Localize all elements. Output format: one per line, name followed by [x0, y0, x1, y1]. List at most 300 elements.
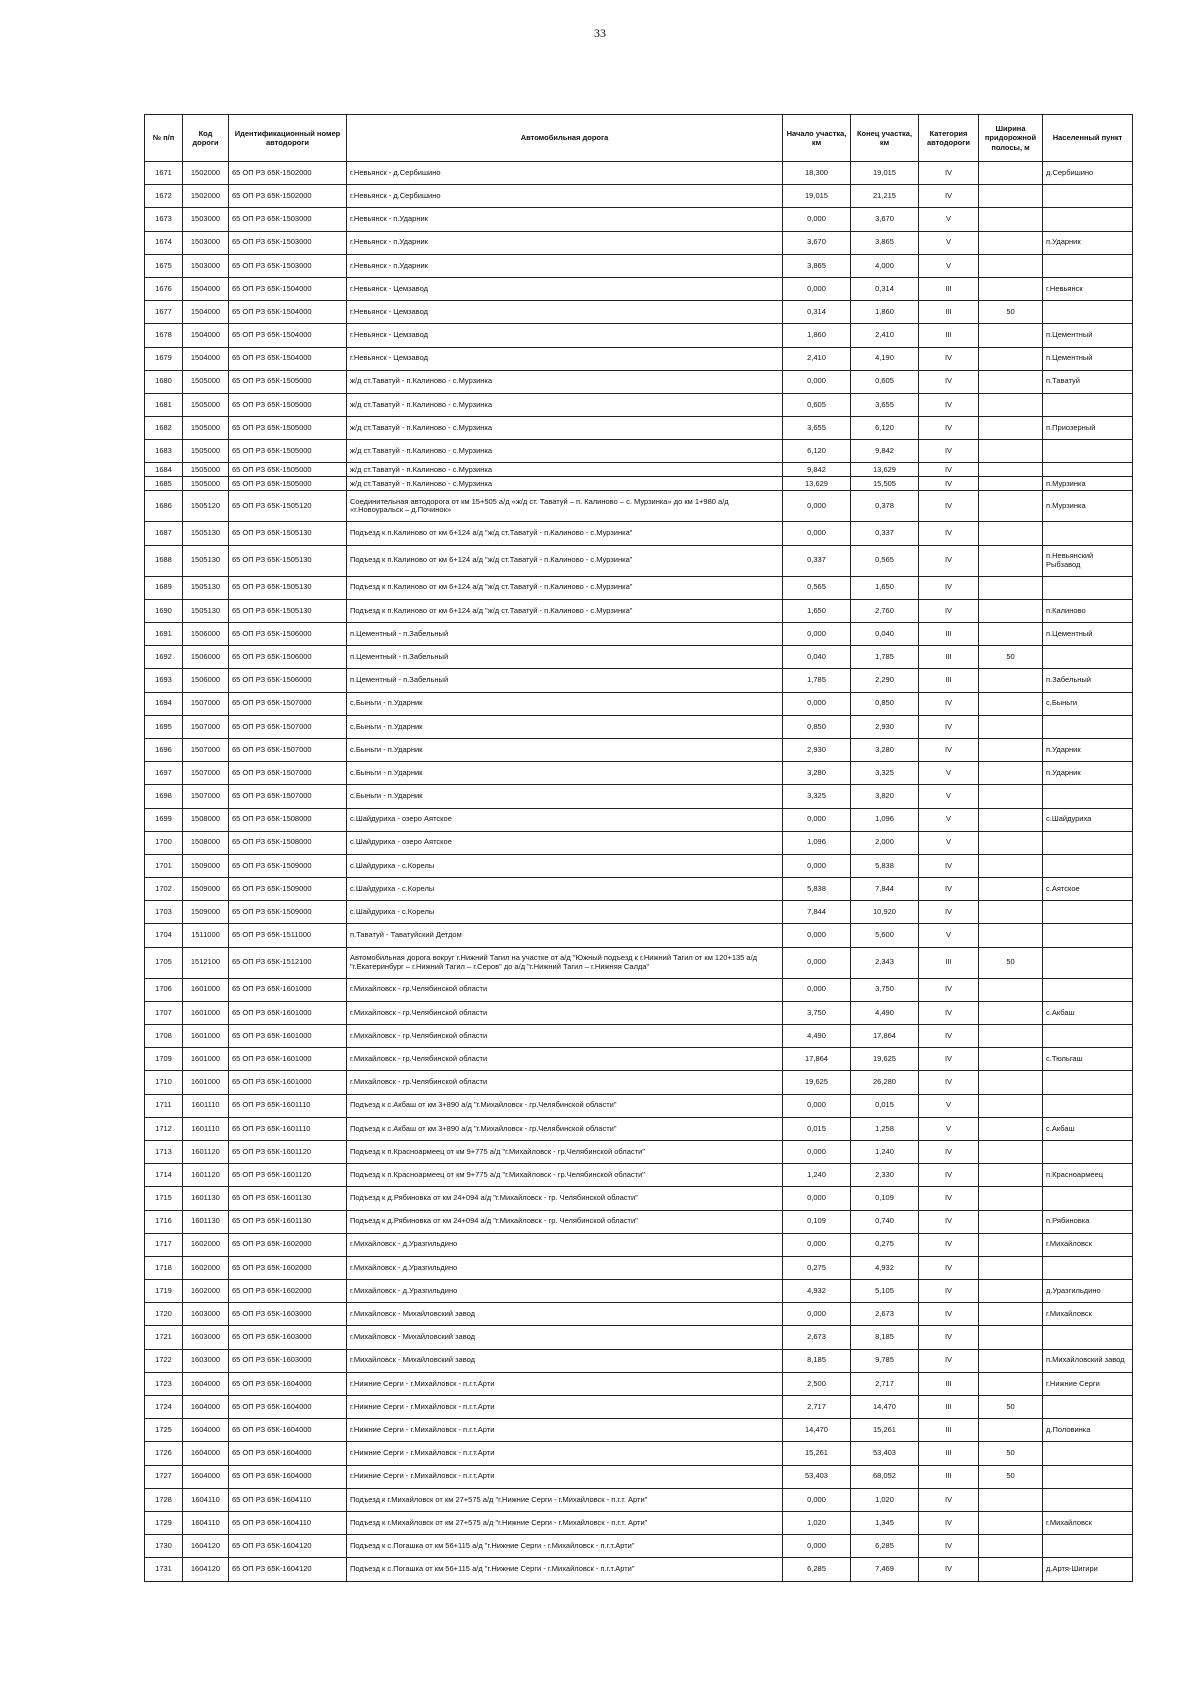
- cell-road-name: п.Цементный - п.Забельный: [347, 646, 783, 669]
- table-row: [145, 576, 1133, 599]
- table-row: [145, 1140, 1133, 1163]
- cell-category: IV: [919, 854, 979, 877]
- cell-end-km: 0,314: [851, 277, 919, 300]
- cell-start-km: 0,000: [783, 370, 851, 393]
- cell-identifier: 65 ОП РЗ 65К-1601120: [229, 1140, 347, 1163]
- cell-category: IV: [919, 978, 979, 1001]
- cell-start-km: 15,261: [783, 1442, 851, 1465]
- cell-settlement: [1043, 522, 1133, 545]
- cell-number: 1708: [145, 1025, 183, 1048]
- cell-end-km: 3,670: [851, 208, 919, 231]
- header-road-code: Код дороги: [183, 115, 229, 162]
- cell-number: 1682: [145, 417, 183, 440]
- cell-start-km: 0,000: [783, 978, 851, 1001]
- cell-start-km: 0,000: [783, 1535, 851, 1558]
- table-row: [145, 162, 1133, 185]
- cell-settlement: п.Невьянский Рыбзавод: [1043, 545, 1133, 576]
- cell-end-km: 3,750: [851, 978, 919, 1001]
- cell-road-code: 1509000: [183, 901, 229, 924]
- cell-identifier: 65 ОП РЗ 65К-1601130: [229, 1187, 347, 1210]
- cell-strip-width: [979, 463, 1043, 477]
- cell-end-km: 6,120: [851, 417, 919, 440]
- cell-end-km: 2,410: [851, 324, 919, 347]
- cell-start-km: 0,000: [783, 1187, 851, 1210]
- cell-settlement: с.Акбаш: [1043, 1001, 1133, 1024]
- cell-settlement: [1043, 1396, 1133, 1419]
- cell-start-km: 1,650: [783, 599, 851, 622]
- table-row: [145, 1001, 1133, 1024]
- cell-road-code: 1604000: [183, 1372, 229, 1395]
- cell-settlement: [1043, 924, 1133, 947]
- cell-road-code: 1507000: [183, 738, 229, 761]
- cell-number: 1721: [145, 1326, 183, 1349]
- cell-end-km: 0,040: [851, 623, 919, 646]
- cell-settlement: [1043, 1187, 1133, 1210]
- cell-category: IV: [919, 1210, 979, 1233]
- cell-road-name: г.Невьянск - д.Сербишино: [347, 162, 783, 185]
- header-settlement: Населенный пункт: [1043, 115, 1133, 162]
- cell-category: V: [919, 208, 979, 231]
- cell-road-name: Подъезд к п.Красноармеец от км 9+775 а/д "г.Михайловск - гр.Челябинской области": [347, 1140, 783, 1163]
- cell-end-km: 3,325: [851, 762, 919, 785]
- cell-road-code: 1505000: [183, 477, 229, 491]
- cell-road-code: 1506000: [183, 669, 229, 692]
- table-row: [145, 1025, 1133, 1048]
- cell-number: 1680: [145, 370, 183, 393]
- cell-start-km: 0,000: [783, 1094, 851, 1117]
- cell-road-name: с.Шайдуриха - с.Корелы: [347, 901, 783, 924]
- cell-road-name: г.Михайловск - Михайловский завод: [347, 1326, 783, 1349]
- cell-road-name: с.Шайдуриха - с.Корелы: [347, 854, 783, 877]
- cell-strip-width: [979, 831, 1043, 854]
- cell-category: III: [919, 1396, 979, 1419]
- cell-road-name: п.Цементный - п.Забельный: [347, 669, 783, 692]
- cell-road-name: г.Михайловск - д.Уразгильдино: [347, 1280, 783, 1303]
- cell-strip-width: [979, 1210, 1043, 1233]
- cell-category: IV: [919, 1187, 979, 1210]
- cell-start-km: 17,864: [783, 1048, 851, 1071]
- cell-identifier: 65 ОП РЗ 65К-1503000: [229, 254, 347, 277]
- cell-settlement: [1043, 715, 1133, 738]
- cell-number: 1686: [145, 491, 183, 522]
- cell-start-km: 0,000: [783, 491, 851, 522]
- cell-road-code: 1601000: [183, 1071, 229, 1094]
- cell-identifier: 65 ОП РЗ 65К-1509000: [229, 878, 347, 901]
- cell-end-km: 1,240: [851, 1140, 919, 1163]
- cell-number: 1679: [145, 347, 183, 370]
- cell-road-code: 1507000: [183, 692, 229, 715]
- cell-strip-width: [979, 1256, 1043, 1279]
- cell-end-km: 1,345: [851, 1511, 919, 1534]
- cell-category: V: [919, 1117, 979, 1140]
- cell-identifier: 65 ОП РЗ 65К-1601000: [229, 1001, 347, 1024]
- cell-end-km: 15,505: [851, 477, 919, 491]
- cell-settlement: г.Невьянск: [1043, 277, 1133, 300]
- cell-end-km: 2,000: [851, 831, 919, 854]
- cell-category: III: [919, 1465, 979, 1488]
- table-row: [145, 599, 1133, 622]
- cell-settlement: п.Мурзинка: [1043, 477, 1133, 491]
- cell-number: 1687: [145, 522, 183, 545]
- cell-strip-width: [979, 231, 1043, 254]
- cell-number: 1698: [145, 785, 183, 808]
- cell-road-code: 1504000: [183, 277, 229, 300]
- cell-start-km: 18,300: [783, 162, 851, 185]
- cell-start-km: 19,015: [783, 185, 851, 208]
- cell-settlement: [1043, 901, 1133, 924]
- cell-strip-width: [979, 576, 1043, 599]
- cell-number: 1720: [145, 1303, 183, 1326]
- cell-identifier: 65 ОП РЗ 65К-1503000: [229, 231, 347, 254]
- cell-strip-width: [979, 440, 1043, 463]
- cell-road-code: 1601130: [183, 1187, 229, 1210]
- header-end-km: Конец участка, км: [851, 115, 919, 162]
- cell-start-km: 2,410: [783, 347, 851, 370]
- cell-strip-width: [979, 208, 1043, 231]
- cell-road-code: 1601000: [183, 1001, 229, 1024]
- cell-identifier: 65 ОП РЗ 65К-1601000: [229, 1071, 347, 1094]
- cell-settlement: [1043, 831, 1133, 854]
- cell-number: 1672: [145, 185, 183, 208]
- cell-strip-width: 50: [979, 947, 1043, 978]
- cell-number: 1726: [145, 1442, 183, 1465]
- cell-strip-width: [979, 1117, 1043, 1140]
- cell-road-name: ж/д ст.Таватуй - п.Калиново - с.Мурзинка: [347, 463, 783, 477]
- cell-strip-width: [979, 1094, 1043, 1117]
- cell-end-km: 9,842: [851, 440, 919, 463]
- table-row: [145, 1465, 1133, 1488]
- cell-number: 1728: [145, 1488, 183, 1511]
- cell-strip-width: 50: [979, 1442, 1043, 1465]
- cell-identifier: 65 ОП РЗ 65К-1507000: [229, 692, 347, 715]
- cell-identifier: 65 ОП РЗ 65К-1505000: [229, 417, 347, 440]
- cell-end-km: 15,261: [851, 1419, 919, 1442]
- cell-identifier: 65 ОП РЗ 65К-1604110: [229, 1511, 347, 1534]
- cell-identifier: 65 ОП РЗ 65К-1504000: [229, 277, 347, 300]
- cell-identifier: 65 ОП РЗ 65К-1508000: [229, 831, 347, 854]
- cell-category: V: [919, 831, 979, 854]
- cell-end-km: 0,740: [851, 1210, 919, 1233]
- cell-number: 1699: [145, 808, 183, 831]
- cell-strip-width: [979, 854, 1043, 877]
- cell-identifier: 65 ОП РЗ 65К-1507000: [229, 762, 347, 785]
- cell-road-name: г.Невьянск - Цемзавод: [347, 301, 783, 324]
- table-row: [145, 901, 1133, 924]
- cell-end-km: 1,096: [851, 808, 919, 831]
- cell-start-km: 0,337: [783, 545, 851, 576]
- cell-strip-width: [979, 1164, 1043, 1187]
- cell-strip-width: [979, 623, 1043, 646]
- cell-number: 1701: [145, 854, 183, 877]
- cell-strip-width: 50: [979, 646, 1043, 669]
- cell-settlement: [1043, 1442, 1133, 1465]
- cell-end-km: 14,470: [851, 1396, 919, 1419]
- cell-strip-width: [979, 878, 1043, 901]
- table-row: [145, 623, 1133, 646]
- table-row: [145, 646, 1133, 669]
- cell-number: 1704: [145, 924, 183, 947]
- cell-end-km: 1,860: [851, 301, 919, 324]
- cell-start-km: 0,040: [783, 646, 851, 669]
- table-row: [145, 477, 1133, 491]
- cell-category: IV: [919, 393, 979, 416]
- cell-road-code: 1601000: [183, 978, 229, 1001]
- cell-strip-width: [979, 1535, 1043, 1558]
- table-row: [145, 878, 1133, 901]
- cell-number: 1671: [145, 162, 183, 185]
- cell-settlement: г.Михайловск: [1043, 1233, 1133, 1256]
- table-row: [145, 522, 1133, 545]
- cell-road-name: Подъезд к г.Михайловск от км 27+575 а/д "г.Нижние Серги - г.Михайловск - п.г.т. Арти": [347, 1511, 783, 1534]
- cell-category: III: [919, 1442, 979, 1465]
- cell-number: 1674: [145, 231, 183, 254]
- cell-road-name: г.Невьянск - д.Сербишино: [347, 185, 783, 208]
- table-row: [145, 692, 1133, 715]
- table-row: [145, 1187, 1133, 1210]
- cell-start-km: 0,000: [783, 1233, 851, 1256]
- cell-number: 1673: [145, 208, 183, 231]
- cell-start-km: 4,932: [783, 1280, 851, 1303]
- cell-end-km: 3,280: [851, 738, 919, 761]
- cell-road-code: 1504000: [183, 347, 229, 370]
- cell-end-km: 2,290: [851, 669, 919, 692]
- cell-road-code: 1504000: [183, 324, 229, 347]
- cell-road-code: 1604000: [183, 1465, 229, 1488]
- cell-start-km: 0,109: [783, 1210, 851, 1233]
- cell-identifier: 65 ОП РЗ 65К-1506000: [229, 669, 347, 692]
- cell-settlement: с.Шайдуриха: [1043, 808, 1133, 831]
- cell-identifier: 65 ОП РЗ 65К-1502000: [229, 185, 347, 208]
- cell-settlement: [1043, 1025, 1133, 1048]
- cell-road-code: 1505000: [183, 440, 229, 463]
- cell-road-code: 1601120: [183, 1140, 229, 1163]
- cell-road-code: 1604120: [183, 1558, 229, 1581]
- cell-start-km: 0,000: [783, 623, 851, 646]
- cell-settlement: [1043, 254, 1133, 277]
- cell-number: 1685: [145, 477, 183, 491]
- cell-identifier: 65 ОП РЗ 65К-1509000: [229, 854, 347, 877]
- cell-end-km: 2,717: [851, 1372, 919, 1395]
- cell-identifier: 65 ОП РЗ 65К-1604110: [229, 1488, 347, 1511]
- cell-start-km: 14,470: [783, 1419, 851, 1442]
- cell-strip-width: [979, 808, 1043, 831]
- cell-identifier: 65 ОП РЗ 65К-1604120: [229, 1535, 347, 1558]
- table-row: [145, 347, 1133, 370]
- cell-end-km: 3,865: [851, 231, 919, 254]
- table-row: [145, 370, 1133, 393]
- cell-settlement: [1043, 1488, 1133, 1511]
- cell-category: III: [919, 1419, 979, 1442]
- cell-strip-width: [979, 1048, 1043, 1071]
- cell-road-name: с.Быньги - п.Ударник: [347, 738, 783, 761]
- cell-road-name: с.Быньги - п.Ударник: [347, 692, 783, 715]
- header-road-name: Автомобильная дорога: [347, 115, 783, 162]
- cell-strip-width: [979, 692, 1043, 715]
- cell-category: IV: [919, 576, 979, 599]
- cell-category: IV: [919, 463, 979, 477]
- cell-settlement: [1043, 978, 1133, 1001]
- cell-start-km: 0,000: [783, 522, 851, 545]
- cell-strip-width: [979, 1558, 1043, 1581]
- cell-strip-width: 50: [979, 1396, 1043, 1419]
- cell-end-km: 0,850: [851, 692, 919, 715]
- table-row: [145, 208, 1133, 231]
- cell-start-km: 7,844: [783, 901, 851, 924]
- cell-number: 1688: [145, 545, 183, 576]
- cell-number: 1717: [145, 1233, 183, 1256]
- cell-road-name: Подъезд к д.Рябиновка от км 24+094 а/д "г.Михайловск - гр. Челябинской области": [347, 1210, 783, 1233]
- cell-settlement: [1043, 463, 1133, 477]
- cell-road-code: 1601120: [183, 1164, 229, 1187]
- cell-category: IV: [919, 370, 979, 393]
- table-row: [145, 715, 1133, 738]
- cell-end-km: 0,337: [851, 522, 919, 545]
- cell-category: IV: [919, 185, 979, 208]
- table-row: [145, 1558, 1133, 1581]
- table-row: [145, 545, 1133, 576]
- cell-identifier: 65 ОП РЗ 65К-1601000: [229, 1025, 347, 1048]
- cell-settlement: п.Цементный: [1043, 623, 1133, 646]
- cell-number: 1677: [145, 301, 183, 324]
- header-strip-width: Ширина придорожной полосы, м: [979, 115, 1043, 162]
- cell-road-code: 1604110: [183, 1488, 229, 1511]
- cell-settlement: п.Рябиновка: [1043, 1210, 1133, 1233]
- cell-strip-width: [979, 393, 1043, 416]
- cell-road-name: г.Нижние Серги - г.Михайловск - п.г.т.Арти: [347, 1419, 783, 1442]
- cell-end-km: 53,403: [851, 1442, 919, 1465]
- cell-start-km: 1,240: [783, 1164, 851, 1187]
- header-start-km: Начало участка, км: [783, 115, 851, 162]
- cell-road-name: г.Михайловск - д.Уразгильдино: [347, 1233, 783, 1256]
- cell-settlement: [1043, 1256, 1133, 1279]
- cell-category: III: [919, 623, 979, 646]
- cell-strip-width: [979, 978, 1043, 1001]
- cell-category: IV: [919, 1233, 979, 1256]
- cell-end-km: 17,864: [851, 1025, 919, 1048]
- cell-end-km: 10,920: [851, 901, 919, 924]
- cell-start-km: 13,629: [783, 477, 851, 491]
- cell-category: IV: [919, 1488, 979, 1511]
- cell-start-km: 6,285: [783, 1558, 851, 1581]
- table-row: [145, 1419, 1133, 1442]
- cell-road-code: 1604000: [183, 1419, 229, 1442]
- cell-number: 1697: [145, 762, 183, 785]
- cell-strip-width: [979, 477, 1043, 491]
- cell-settlement: с.Акбаш: [1043, 1117, 1133, 1140]
- cell-number: 1725: [145, 1419, 183, 1442]
- cell-start-km: 1,020: [783, 1511, 851, 1534]
- cell-road-name: г.Нижние Серги - г.Михайловск - п.г.т.Арти: [347, 1396, 783, 1419]
- cell-road-code: 1604000: [183, 1442, 229, 1465]
- cell-settlement: [1043, 1071, 1133, 1094]
- table-row: [145, 1372, 1133, 1395]
- cell-start-km: 0,000: [783, 808, 851, 831]
- cell-settlement: п.Ударник: [1043, 231, 1133, 254]
- cell-end-km: 19,015: [851, 162, 919, 185]
- cell-road-name: ж/д ст.Таватуй - п.Калиново - с.Мурзинка: [347, 370, 783, 393]
- table-row: [145, 1442, 1133, 1465]
- cell-road-code: 1502000: [183, 185, 229, 208]
- cell-category: IV: [919, 347, 979, 370]
- cell-road-code: 1503000: [183, 254, 229, 277]
- cell-strip-width: [979, 185, 1043, 208]
- cell-identifier: 65 ОП РЗ 65К-1505000: [229, 477, 347, 491]
- cell-number: 1711: [145, 1094, 183, 1117]
- cell-category: IV: [919, 1511, 979, 1534]
- cell-identifier: 65 ОП РЗ 65К-1505000: [229, 440, 347, 463]
- cell-category: V: [919, 808, 979, 831]
- cell-strip-width: [979, 1419, 1043, 1442]
- cell-road-code: 1603000: [183, 1349, 229, 1372]
- cell-road-name: г.Нижние Серги - г.Михайловск - п.г.т.Арти: [347, 1465, 783, 1488]
- cell-end-km: 4,190: [851, 347, 919, 370]
- cell-number: 1683: [145, 440, 183, 463]
- cell-road-name: г.Нижние Серги - г.Михайловск - п.г.т.Арти: [347, 1442, 783, 1465]
- cell-settlement: д.Артя-Шигири: [1043, 1558, 1133, 1581]
- cell-category: III: [919, 646, 979, 669]
- cell-identifier: 65 ОП РЗ 65К-1601000: [229, 1048, 347, 1071]
- cell-road-name: с.Быньги - п.Ударник: [347, 715, 783, 738]
- cell-settlement: п.Приозерный: [1043, 417, 1133, 440]
- cell-number: 1700: [145, 831, 183, 854]
- cell-end-km: 5,105: [851, 1280, 919, 1303]
- cell-strip-width: [979, 1280, 1043, 1303]
- cell-road-code: 1505000: [183, 393, 229, 416]
- cell-settlement: г.Михайловск: [1043, 1303, 1133, 1326]
- cell-identifier: 65 ОП РЗ 65К-1604000: [229, 1465, 347, 1488]
- cell-road-name: с.Шайдуриха - озеро Аятское: [347, 831, 783, 854]
- cell-road-name: Подъезд к с.Акбаш от км 3+890 а/д "г.Михайловск - гр.Челябинской области": [347, 1094, 783, 1117]
- cell-settlement: п.Ударник: [1043, 762, 1133, 785]
- cell-road-code: 1505000: [183, 417, 229, 440]
- cell-number: 1719: [145, 1280, 183, 1303]
- cell-road-name: Подъезд к п.Калиново от км 6+124 а/д "ж/д ст.Таватуй - п.Калиново - с.Мурзинка": [347, 522, 783, 545]
- cell-number: 1693: [145, 669, 183, 692]
- cell-settlement: п.Мурзинка: [1043, 491, 1133, 522]
- cell-settlement: п.Цементный: [1043, 347, 1133, 370]
- cell-identifier: 65 ОП РЗ 65К-1602000: [229, 1280, 347, 1303]
- cell-road-name: ж/д ст.Таватуй - п.Калиново - с.Мурзинка: [347, 417, 783, 440]
- table-row: [145, 1326, 1133, 1349]
- cell-end-km: 68,052: [851, 1465, 919, 1488]
- cell-settlement: [1043, 1140, 1133, 1163]
- header-category: Категория автодороги: [919, 115, 979, 162]
- cell-end-km: 3,655: [851, 393, 919, 416]
- cell-category: IV: [919, 878, 979, 901]
- table-row: [145, 1094, 1133, 1117]
- table-row: [145, 738, 1133, 761]
- cell-strip-width: [979, 901, 1043, 924]
- cell-category: IV: [919, 545, 979, 576]
- cell-number: 1729: [145, 1511, 183, 1534]
- cell-number: 1675: [145, 254, 183, 277]
- cell-settlement: [1043, 646, 1133, 669]
- table-row: [145, 1280, 1133, 1303]
- cell-road-code: 1505130: [183, 545, 229, 576]
- cell-settlement: [1043, 1465, 1133, 1488]
- cell-settlement: [1043, 208, 1133, 231]
- cell-start-km: 0,000: [783, 208, 851, 231]
- cell-strip-width: [979, 1025, 1043, 1048]
- cell-category: IV: [919, 440, 979, 463]
- cell-number: 1710: [145, 1071, 183, 1094]
- table-row: [145, 854, 1133, 877]
- cell-start-km: 4,490: [783, 1025, 851, 1048]
- cell-settlement: [1043, 1094, 1133, 1117]
- cell-number: 1684: [145, 463, 183, 477]
- cell-road-name: Подъезд к д.Рябиновка от км 24+094 а/д "г.Михайловск - гр. Челябинской области": [347, 1187, 783, 1210]
- cell-category: III: [919, 324, 979, 347]
